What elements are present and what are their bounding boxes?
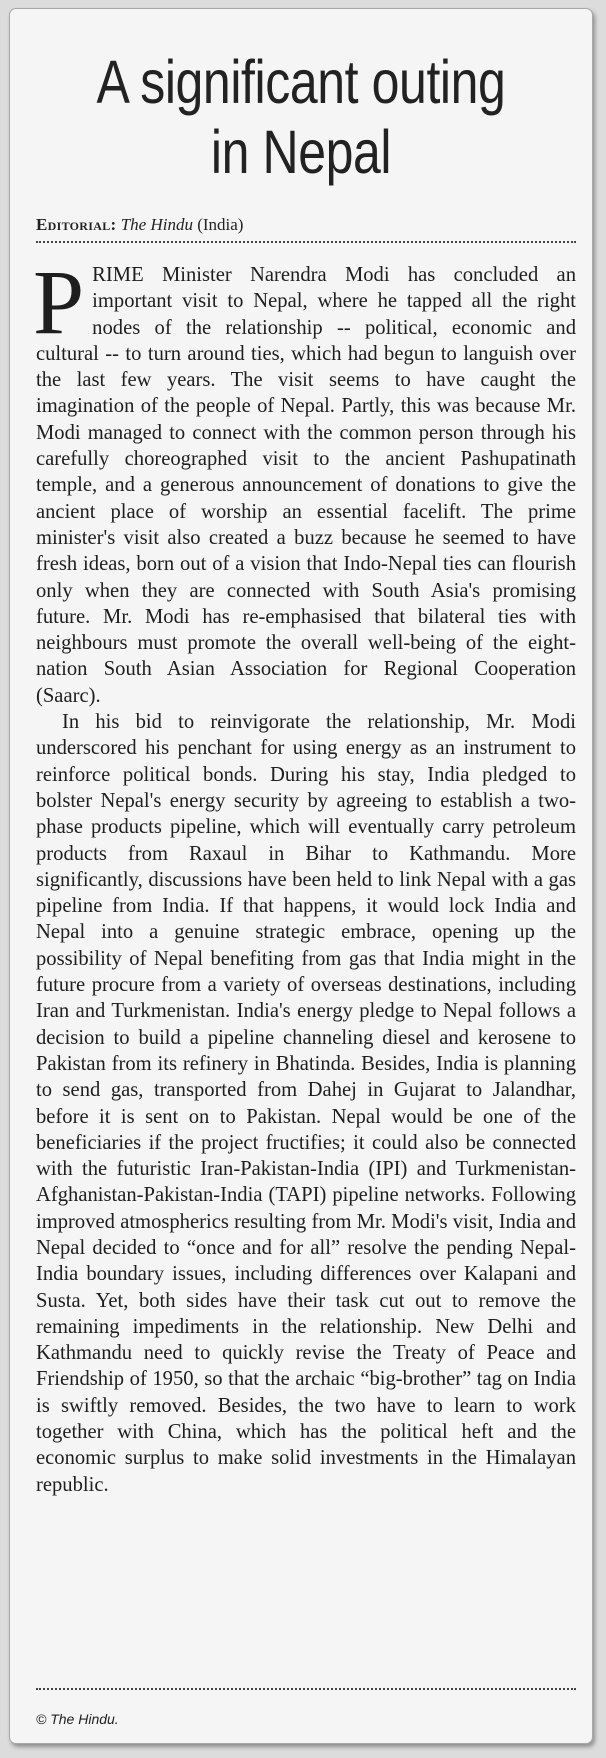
- headline-line-2: in Nepal: [210, 118, 392, 186]
- paragraph-2: In his bid to reinvigorate the relationship, Mr. Modi underscored his penchant for using energy as an instrument to reinforce political bonds. During his stay, India pledged to bolster Nepal's energy security by agreeing to establish a two-phase products pipeline, which will eventually carry petroleum products from Raxaul in Bihar to Kathmandu. More significantly, discussions have been held to link Nepal with a gas pipeline from India. If that happens, it would lock India and Nepal into a genuine strategic embrace, opening up the possibility of Nepal benefiting from gas that India might in the future procure from a variety of overseas destinations, including Iran and Turkmenistan. India's energy pledge to Nepal follows a decision to build a pipeline channeling diesel and kerosene to Pakistan from its refinery in Bhatinda. Besides, India is planning to send gas, transported from Dahej in Gujarat to Jalandhar, before it is sent on to Pakistan. Nepal would be one of the beneficiaries if the project fructifies; it could also be connected with the futuristic Iran-Pakistan-India (IPI) and Turkmenistan-Afghanistan-Pakistan-India (TAPI) pipeline networks. Following improved atmospherics resulting from Mr. Modi's visit, India and Nepal decided to “once and for all” resolve the pending Nepal-India boundary issues, including differences over Kalapani and Susta. Yet, both sides have their task cut out to remove the remaining impediments in the relationship. New Delhi and Kathmandu need to quickly revise the Treaty of Peace and Friendship of 1950, so that the archaic “big-brother” tag on India is swiftly removed. Besides, the two have to learn to work together with China, which has the political heft and the economic surplus to make solid investments in the Himalayan republic.: [36, 711, 576, 1496]
- byline-country: (India): [197, 215, 244, 234]
- byline-label: Editorial:: [36, 215, 117, 234]
- article-body: [33, 251, 576, 1498]
- byline-source: The Hindu: [120, 215, 193, 234]
- article-card: [9, 8, 593, 1744]
- bottom-divider: [36, 1688, 576, 1690]
- drop-cap: P: [33, 251, 85, 353]
- headline: [62, 47, 539, 187]
- top-divider: [36, 241, 576, 243]
- headline-line-1: A significant outing: [96, 48, 506, 116]
- copyright-credit: © The Hindu.: [36, 1711, 119, 1727]
- paragraph-1-text: RIME Minister Narendra Modi has concluded an important visit to Nepal, where he tapped all the right nodes of the relationship -- political, economic and cultural -- to turn around ties, which had begun to languish over the last few years. The visit seems to have caught the imagination of the people of Nepal. Partly, this was because Mr. Modi managed to connect with the common person through his carefully choreographed visit to the ancient Pashupatinath temple, and a generous announcement of donations to give the ancient place of worship an essential facelift. The prime minister's visit also created a buzz because he seemed to have fresh ideas, born out of a vision that Indo-Nepal ties can flourish only when they are connected with South Asia's promising future. Mr. Modi has re-emphasised that bilateral ties with neighbours must promote the overall well-being of the eight-nation South Asian Association for Regional Cooperation (Saarc).: [36, 264, 576, 707]
- byline: [36, 215, 243, 235]
- paragraph-1: [33, 251, 576, 709]
